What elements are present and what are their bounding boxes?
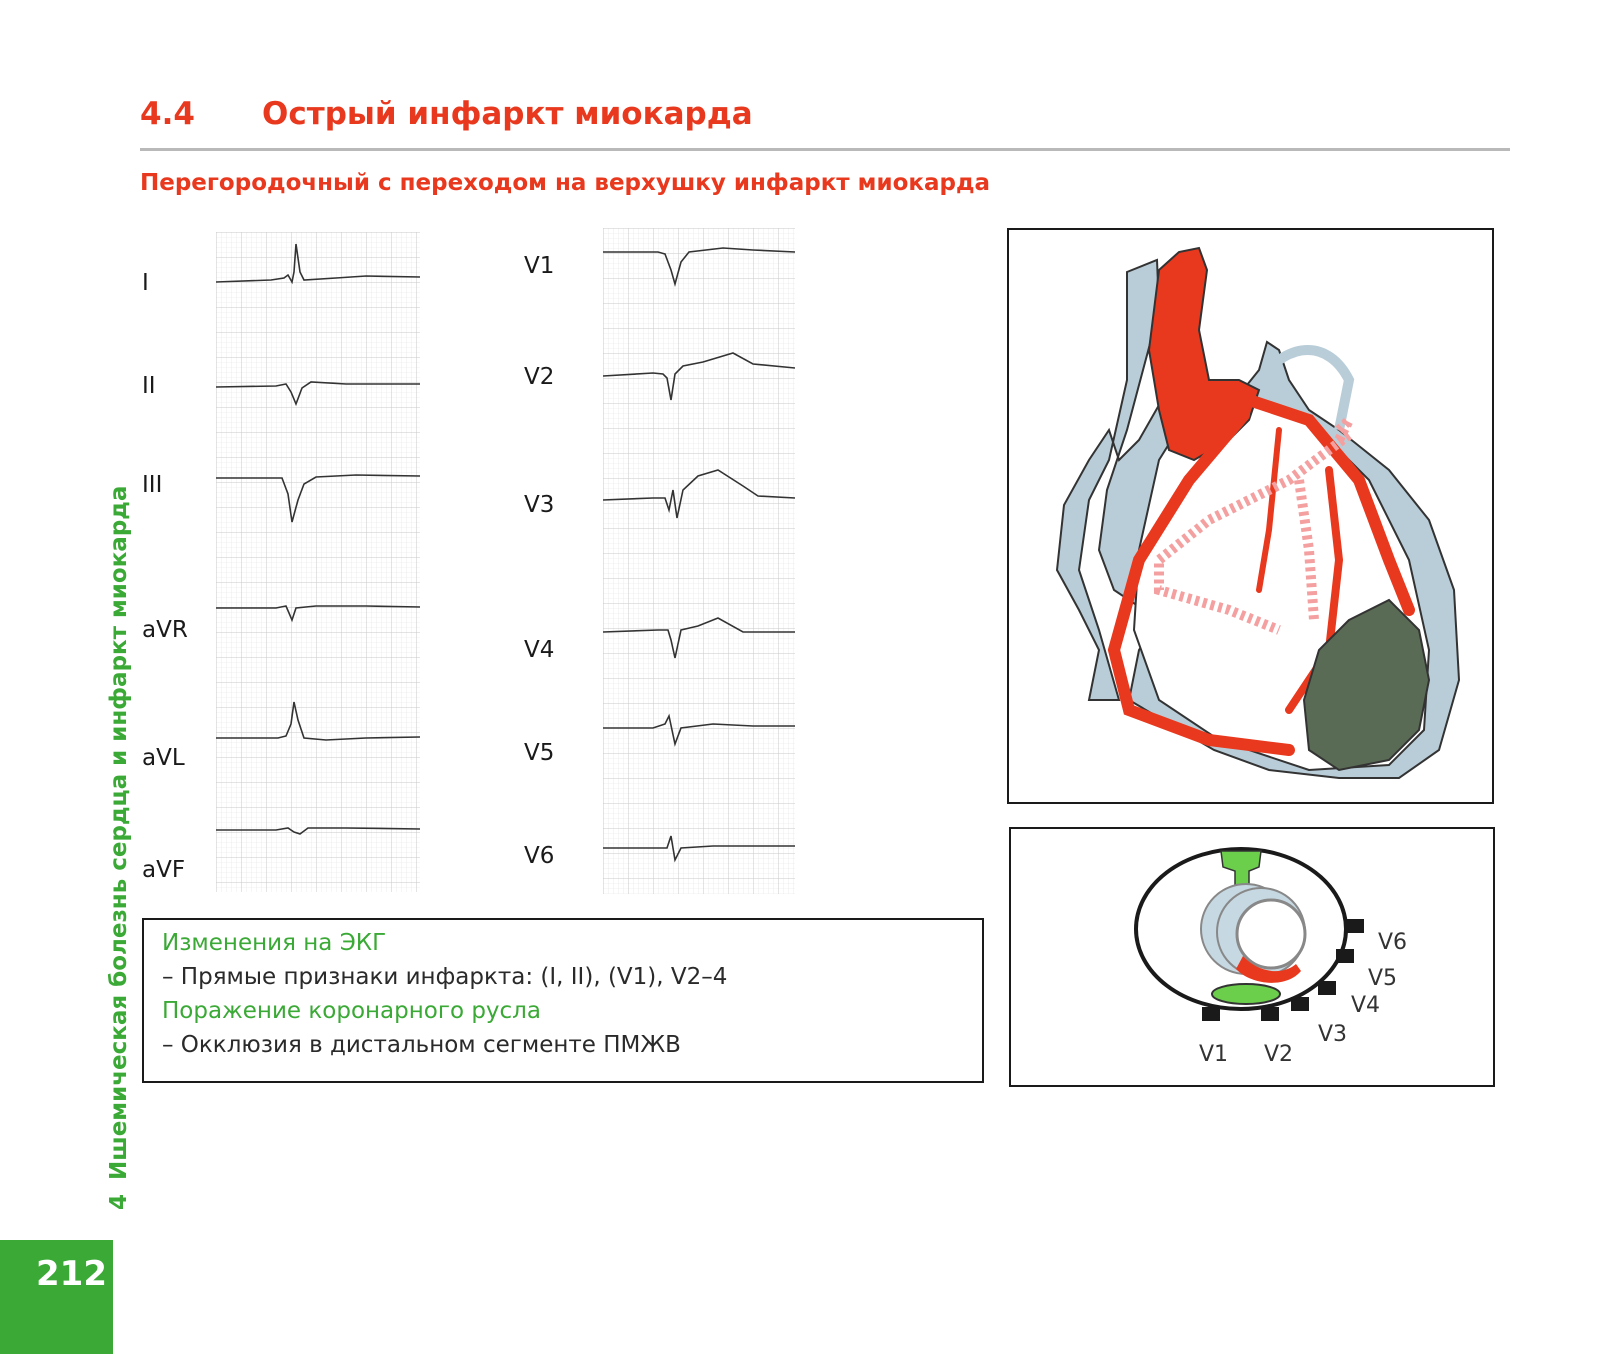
electrode-label-v4: V4 — [1351, 993, 1381, 1018]
sternum-icon — [1212, 984, 1280, 1004]
electrode-label-v5: V5 — [1368, 966, 1398, 991]
electrode-label-v6: V6 — [1378, 930, 1408, 955]
lead-label-v3: V3 — [524, 492, 555, 518]
electrode-label-v3: V3 — [1318, 1022, 1348, 1047]
lead-label-v1: V1 — [524, 253, 555, 279]
lead-label-iii: III — [142, 472, 163, 498]
coronary-lesion-heading: Поражение коронарного русла — [162, 998, 541, 1024]
ecg-strip-limb-leads — [216, 232, 420, 892]
section-heading — [140, 96, 1510, 151]
heart-diagram-frame — [1007, 228, 1494, 804]
electrode-v3 — [1291, 997, 1309, 1011]
heart-diagram — [1009, 230, 1492, 802]
info-box — [142, 918, 984, 1083]
chapter-sidebar — [106, 486, 132, 1210]
ecg-grid — [603, 228, 795, 894]
subtitle: Перегородочный с переходом на верхушку инфаркт миокарда — [140, 170, 991, 196]
lead-label-avl: aVL — [142, 745, 185, 771]
electrode-v5 — [1336, 949, 1354, 963]
lead-label-i: I — [142, 270, 149, 296]
chapter-number: 4 — [106, 1193, 132, 1210]
electrode-v4 — [1318, 981, 1336, 995]
section-title: Острый инфаркт миокарда — [262, 96, 753, 132]
chest-diagram-frame — [1009, 827, 1495, 1087]
heart-lumen — [1237, 900, 1305, 968]
chest-cross-section — [1011, 829, 1493, 1085]
lead-label-v4: V4 — [524, 637, 555, 663]
electrode-v1 — [1202, 1007, 1220, 1021]
lead-label-v6: V6 — [524, 843, 555, 869]
lead-label-v5: V5 — [524, 740, 555, 766]
ecg-grid — [216, 232, 420, 892]
lead-label-avf: aVF — [142, 857, 186, 883]
electrode-v6 — [1346, 919, 1364, 933]
chapter-title: Ишемическая болезнь сердца и инфаркт миокарда — [106, 485, 132, 1180]
section-number: 4.4 — [140, 96, 195, 132]
coronary-lesion-line: – Окклюзия в дистальном сегменте ПМЖВ — [162, 1032, 681, 1058]
electrode-label-v1: V1 — [1199, 1042, 1229, 1067]
ecg-changes-line: – Прямые признаки инфаркта: (I, II), (V1), V2–4 — [162, 964, 728, 990]
lead-label-v2: V2 — [524, 364, 555, 390]
lead-label-ii: II — [142, 373, 156, 399]
ecg-changes-heading: Изменения на ЭКГ — [162, 930, 387, 956]
page-number: 212 — [36, 1254, 107, 1294]
page-number-tab — [0, 1240, 113, 1354]
electrode-label-v2: V2 — [1264, 1042, 1294, 1067]
ecg-strip-chest-leads — [603, 228, 795, 894]
lead-label-avr: aVR — [142, 617, 188, 643]
electrode-v2 — [1261, 1007, 1279, 1021]
